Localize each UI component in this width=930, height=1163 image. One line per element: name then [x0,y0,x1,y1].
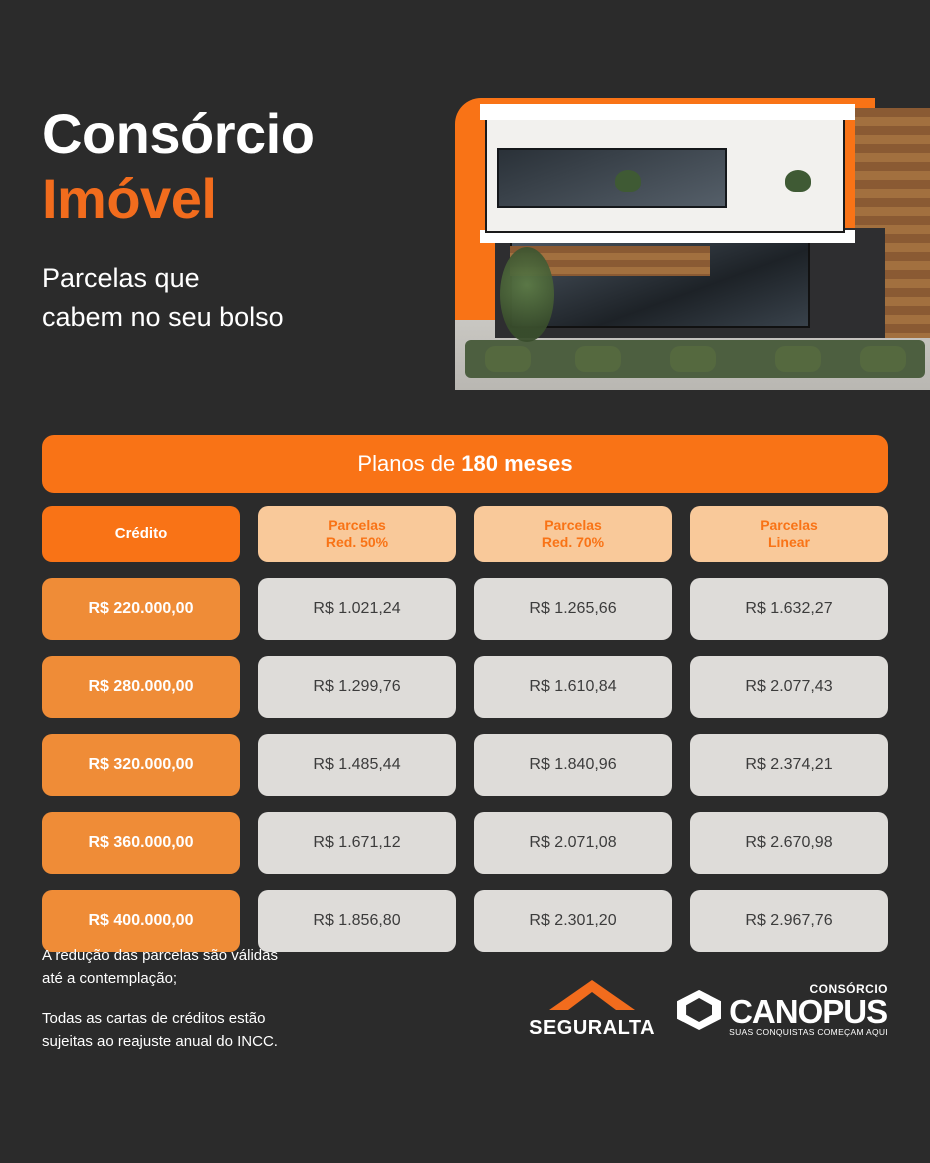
disclaimer-notes [42,945,278,1053]
row-red70: R$ 2.301,20 [474,890,672,952]
note-2 [42,1008,278,1053]
plan-banner-prefix: Planos de [357,451,456,476]
table-row [42,812,888,874]
header-linear-line1: Parcelas [760,517,818,534]
note-2-line1: Todas as cartas de créditos estão [42,1010,266,1027]
table-row [42,890,888,952]
row-credit: R$ 400.000,00 [42,890,240,952]
note-1 [42,945,278,990]
canopus-tagline: SUAS CONQUISTAS COMEÇAM AQUI [729,1027,888,1038]
note-1-line2: até a contemplação; [42,969,178,987]
row-credit: R$ 360.000,00 [42,812,240,874]
header-red70 [474,506,672,562]
roof-triangle-icon [549,980,635,1014]
plan-banner-highlight: 180 meses [461,451,573,476]
note-2-line2: sujeitas ao reajuste anual do INCC. [42,1032,278,1050]
header-red70-line2: Red. 70% [541,534,605,550]
hero-subtitle-line2: cabem no seu bolso [42,301,284,332]
row-red50: R$ 1.299,76 [258,656,456,718]
canopus-main-label: CANOPUS [729,993,888,1031]
roof-slab [480,104,855,120]
hero-section [0,0,930,400]
hero-subtitle [42,259,314,337]
row-red50: R$ 1.671,12 [258,812,456,874]
header-linear [690,506,888,562]
canopus-logo [677,983,888,1037]
row-credit: R$ 280.000,00 [42,656,240,718]
page-title-line2: Imóvel [42,166,217,230]
canopus-wordmark [729,983,888,1037]
bush-icon [485,346,531,372]
logo-row [529,980,888,1040]
upper-glass-facade [497,148,727,208]
bush-icon [670,346,716,372]
row-red50: R$ 1.856,80 [258,890,456,952]
canopus-hexagon-icon [677,990,721,1030]
row-credit: R$ 320.000,00 [42,734,240,796]
row-linear: R$ 1.632,27 [690,578,888,640]
pricing-table [42,435,888,952]
hero-text-block [42,102,315,337]
house-photo [455,70,930,390]
header-red50 [258,506,456,562]
note-1-line1: A redução das parcelas são válidas [42,947,278,964]
row-red70: R$ 1.610,84 [474,656,672,718]
hero-subtitle-line1: Parcelas que [42,262,200,293]
header-linear-line2: Linear [767,534,810,550]
row-linear: R$ 2.374,21 [690,734,888,796]
table-header-row [42,506,888,562]
planter-icon [785,170,811,192]
row-red50: R$ 1.021,24 [258,578,456,640]
canopus-top-label: CONSÓRCIO [809,982,888,997]
page-title-line1: Consórcio [42,102,315,165]
bush-icon [575,346,621,372]
seguralta-wordmark: SEGURALTA [529,1017,656,1039]
plan-banner [42,435,888,493]
bush-icon [860,346,906,372]
bush-icon [775,346,821,372]
row-red70: R$ 1.840,96 [474,734,672,796]
footer-section [42,945,888,1053]
row-red70: R$ 2.071,08 [474,812,672,874]
header-red50-line2: Red. 50% [325,534,389,550]
seguralta-logo [529,980,655,1040]
row-linear: R$ 2.077,43 [690,656,888,718]
header-red50-line1: Parcelas [328,517,386,534]
table-row [42,578,888,640]
row-linear: R$ 2.967,76 [690,890,888,952]
tree-icon [500,247,554,342]
row-linear: R$ 2.670,98 [690,812,888,874]
table-row [42,734,888,796]
header-red70-line1: Parcelas [544,517,602,534]
row-red50: R$ 1.485,44 [258,734,456,796]
row-credit: R$ 220.000,00 [42,578,240,640]
header-credit: Crédito [42,506,240,562]
planter-icon [615,170,641,192]
table-row [42,656,888,718]
row-red70: R$ 1.265,66 [474,578,672,640]
